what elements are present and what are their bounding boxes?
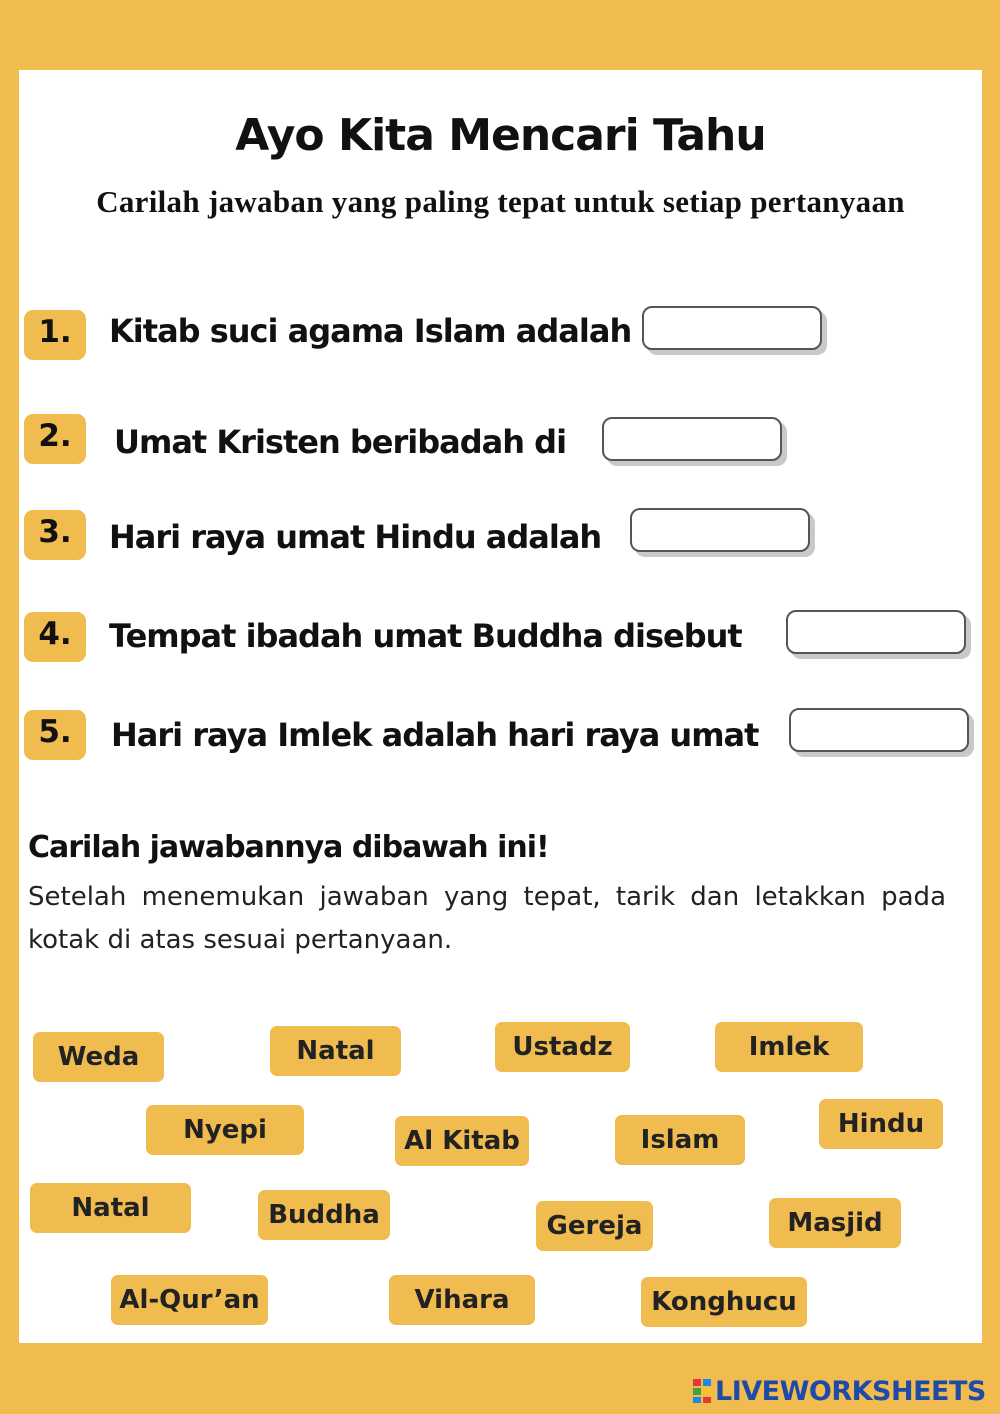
answer-box-3[interactable] xyxy=(630,508,810,552)
worksheet-page xyxy=(19,70,982,1343)
answer-chip-nyepi[interactable]: Nyepi xyxy=(146,1105,304,1155)
answer-chip-vihara[interactable]: Vihara xyxy=(389,1275,535,1325)
question-1-text: Kitab suci agama Islam adalah xyxy=(109,312,632,350)
answer-chip-al-kitab[interactable]: Al Kitab xyxy=(395,1116,529,1166)
worksheet-title: Ayo Kita Mencari Tahu xyxy=(235,110,766,161)
question-5-text: Hari raya Imlek adalah hari raya umat xyxy=(111,716,759,754)
answer-box-1[interactable] xyxy=(642,306,822,350)
question-3-number: 3. xyxy=(24,510,86,560)
instructions-heading: Carilah jawabannya dibawah ini! xyxy=(28,830,549,865)
answer-chip-masjid[interactable]: Masjid xyxy=(769,1198,901,1248)
answer-box-2[interactable] xyxy=(602,417,782,461)
question-3-text: Hari raya umat Hindu adalah xyxy=(109,518,602,556)
question-2-text: Umat Kristen beribadah di xyxy=(114,423,567,461)
worksheet-subtitle: Carilah jawaban yang paling tepat untuk setiap pertanyaan xyxy=(96,184,905,219)
answer-chip-buddha[interactable]: Buddha xyxy=(258,1190,390,1240)
question-1-number: 1. xyxy=(24,310,86,360)
answer-chip-al-quran[interactable]: Al-Qur’an xyxy=(111,1275,268,1325)
answer-box-5[interactable] xyxy=(789,708,969,752)
answer-chip-gereja[interactable]: Gereja xyxy=(536,1201,653,1251)
answer-chip-konghucu[interactable]: Konghucu xyxy=(641,1277,807,1327)
brand-name: LIVEWORKSHEETS xyxy=(715,1375,986,1407)
answer-chip-islam[interactable]: Islam xyxy=(615,1115,745,1165)
instructions-body: Setelah menemukan jawaban yang tepat, tarik dan letakkan pada kotak di atas sesuai pertanyaan. xyxy=(28,882,946,955)
answer-chip-natal[interactable]: Natal xyxy=(270,1026,401,1076)
question-2-number: 2. xyxy=(24,414,86,464)
answer-chip-natal-2[interactable]: Natal xyxy=(30,1183,191,1233)
answer-chip-ustadz[interactable]: Ustadz xyxy=(495,1022,630,1072)
answer-chip-weda[interactable]: Weda xyxy=(33,1032,164,1082)
liveworksheets-logo-icon xyxy=(692,1378,712,1404)
question-4-text: Tempat ibadah umat Buddha disebut xyxy=(109,617,742,655)
answer-chip-imlek[interactable]: Imlek xyxy=(715,1022,863,1072)
question-4-number: 4. xyxy=(24,612,86,662)
answer-box-4[interactable] xyxy=(786,610,966,654)
answer-chip-hindu[interactable]: Hindu xyxy=(819,1099,943,1149)
question-5-number: 5. xyxy=(24,710,86,760)
liveworksheets-brand[interactable] xyxy=(692,1374,986,1408)
